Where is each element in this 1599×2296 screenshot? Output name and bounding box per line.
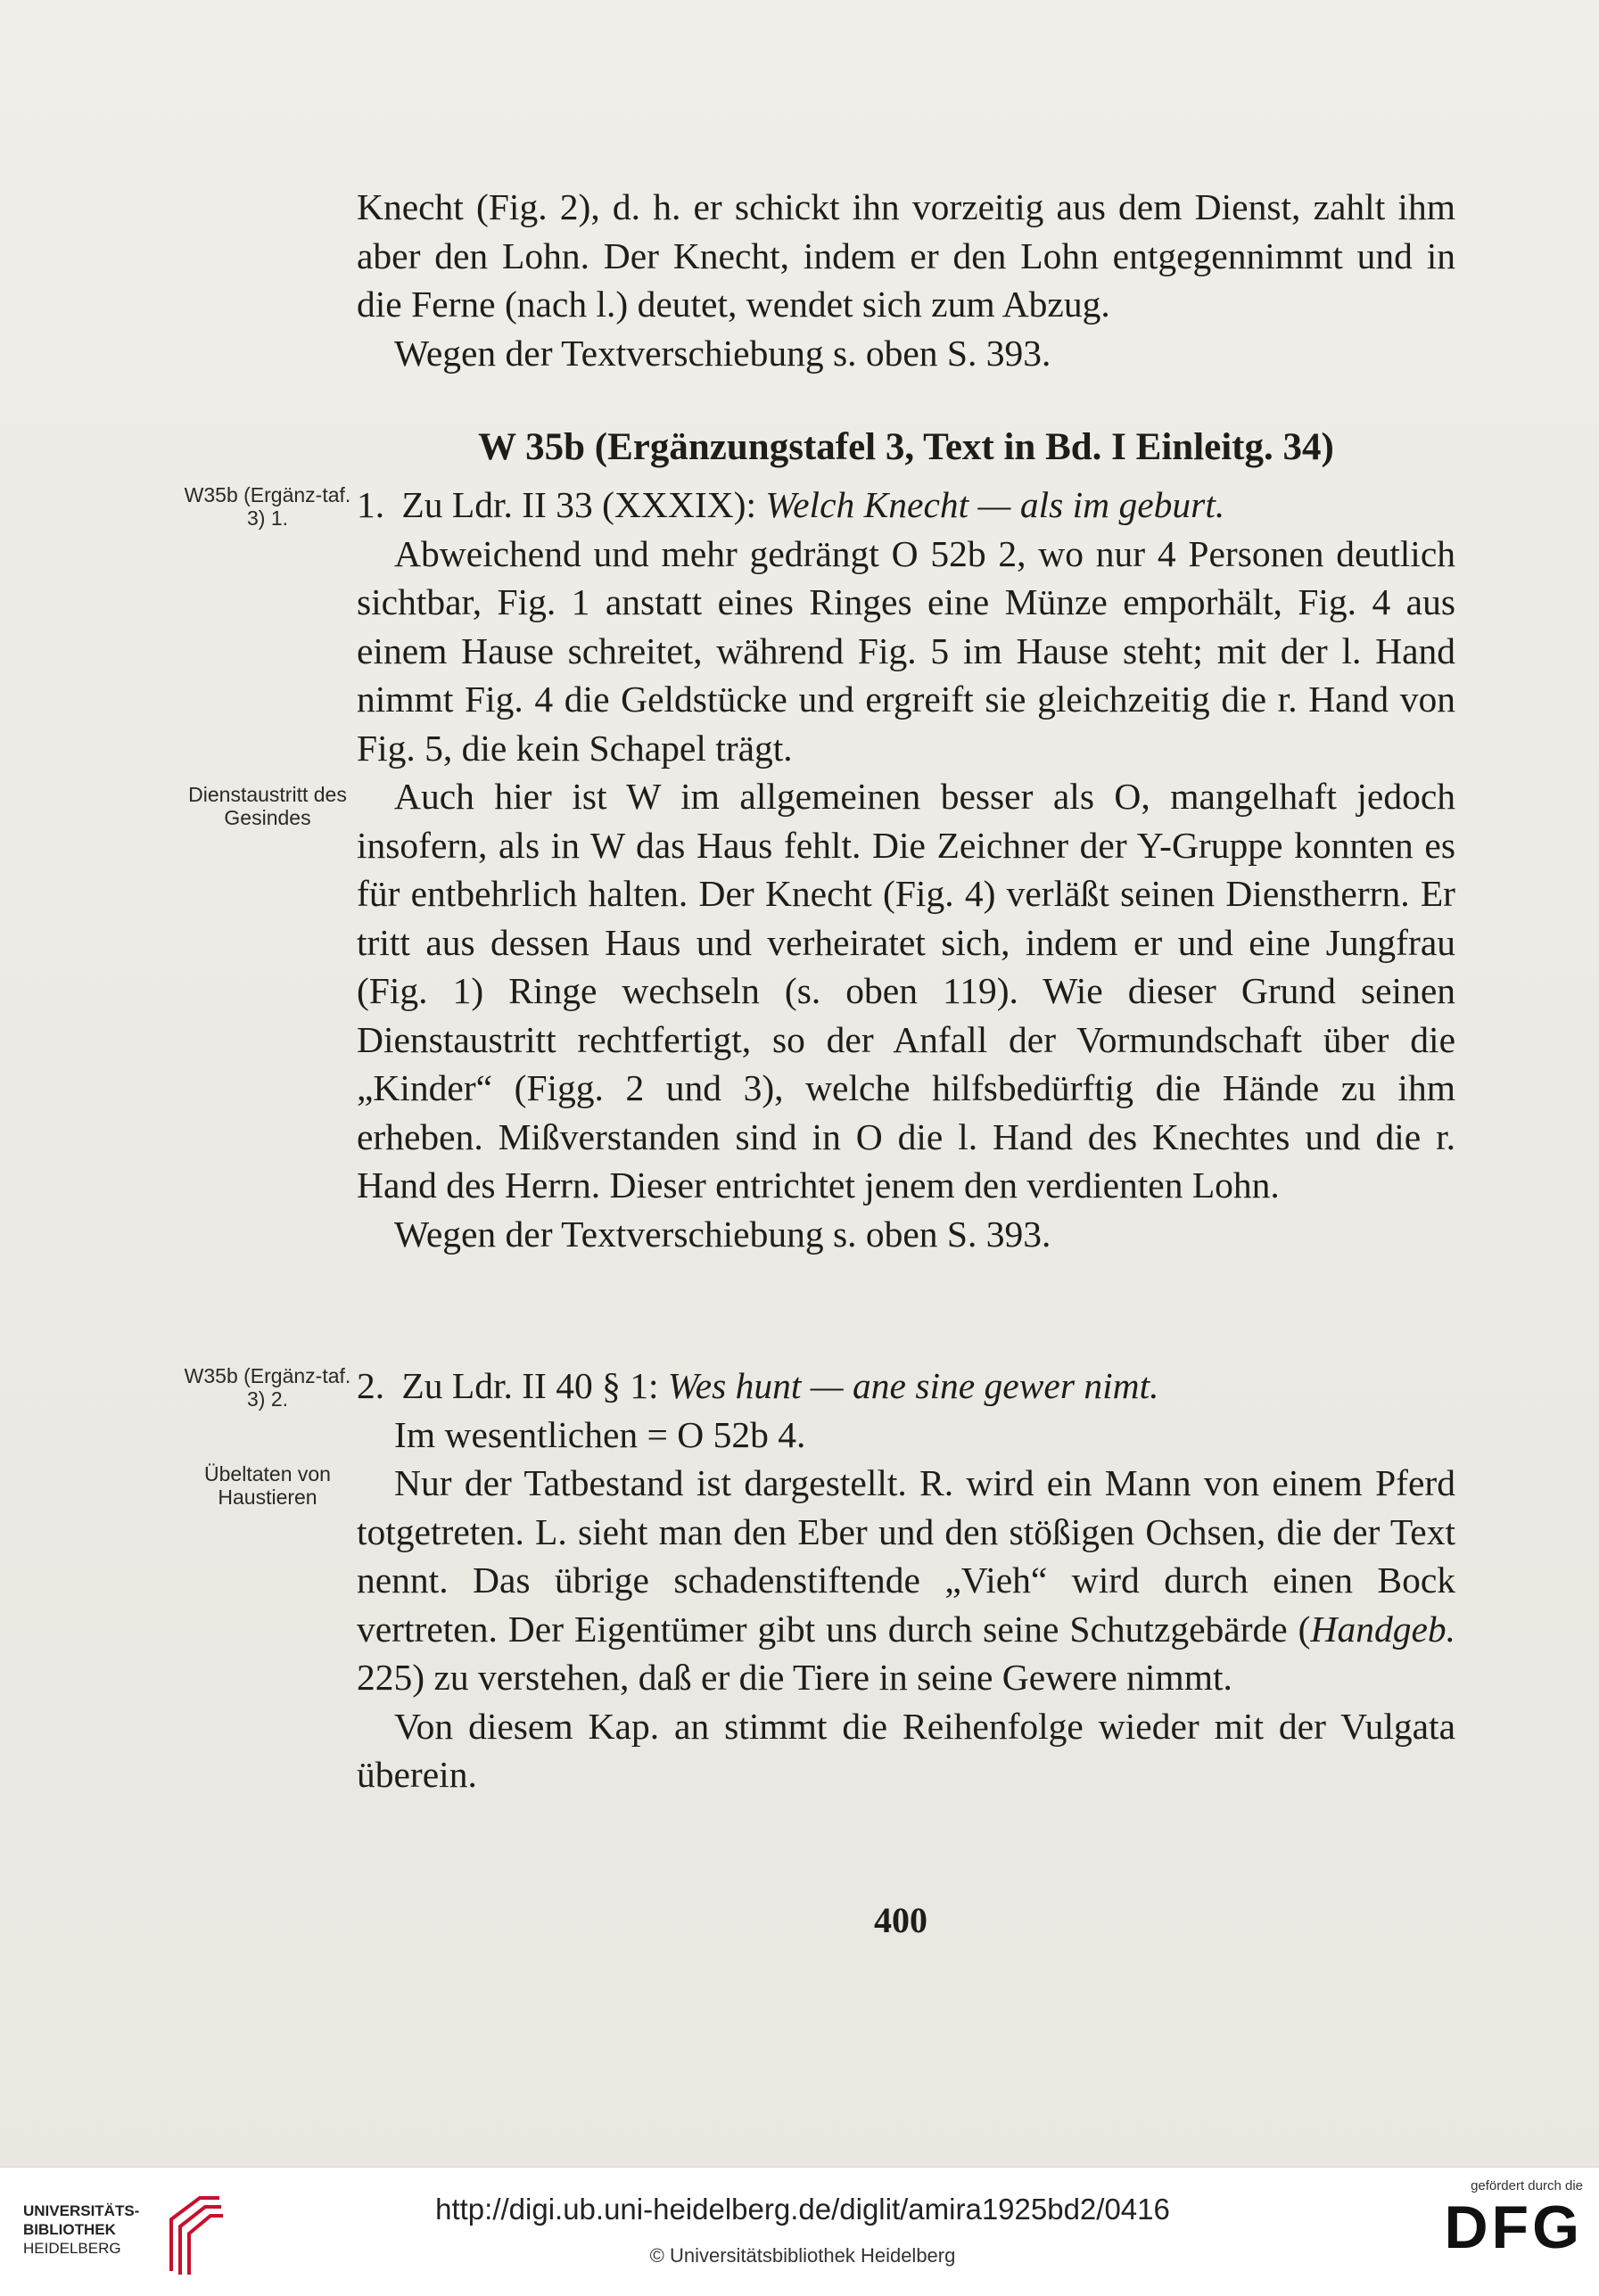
section2-paragraph3: Von diesem Kap. an stimmt die Reihenfolge wieder mit der Vulgata überein. [357,1705,1455,1795]
margin-note-section1: W35b (Ergänz-taf. 3) 1. [184,483,351,530]
margin-note-section2: W35b (Ergänz-taf. 3) 2. [184,1364,351,1411]
section1-text [357,481,1455,1258]
section-heading: W 35b (Ergänzungstafel 3, Text in Bd. I Einleitg. 34) [478,426,1334,468]
section1-title-plain: Zu Ldr. II 33 (XXXIX): [401,484,756,525]
section1-paragraph3: Wegen der Textverschiebung s. oben S. 393. [394,1213,1051,1255]
section2-paragraph2-end: 225) zu verstehen, daß er die Tiere in seine Gewere nimmt. [357,1657,1232,1698]
footer-bar [0,2167,1599,2296]
section1-title [357,481,1455,530]
library-name-line3: HEIDELBERG [23,2240,121,2257]
library-name [23,2201,139,2258]
margin-note-uebeltaten: Übeltaten von Haustieren [204,1462,331,1509]
section2-number: 2. [357,1365,385,1406]
section2-paragraph2-italic: Handgeb. [1310,1608,1455,1650]
dfg-funded-by: gefördert durch die [1471,2178,1583,2193]
margin-note-dienstaustritt: Dienstaustritt des Gesindes [188,783,347,829]
document-url[interactable]: http://digi.ub.uni-heidelberg.de/diglit/amira1925bd2/0416 [435,2193,1170,2226]
section2-title-italic: Wes hunt — ane sine gewer nimt. [667,1365,1159,1406]
section1-paragraph2: Auch hier ist W im allgemeinen besser als O, mangelhaft jedoch insofern, als in W das Haus fehlt. Die Zeichner der Y-Gruppe konnten es für entbehrlich halten. Der Knecht (Fig. 4) verläßt seinen Dienstherrn. Er tritt aus dessen Haus und verheiratet sich, indem er und eine Jungfrau (Fig. 1) Ringe wechseln (s. oben 119). Wie dieser Grund seinen Dienstaustritt rechtfertigt, so der Anfall der Vormundschaft über die „Kinder“ (Figg. 2 und 3), welche hilfsbedürftig die Hände zu ihm erheben. Mißverstanden sind in O die l. Hand des Knechtes und die r. Hand des Herrn. Dieser entrichtet jenem den verdienten Lohn. [357,776,1455,1206]
section2-paragraph2 [357,1459,1455,1702]
section2-text [357,1362,1455,1799]
intro-paragraph: Knecht (Fig. 2), d. h. er schickt ihn vorzeitig aus dem Dienst, zahlt ihm aber den Lohn. Der Knecht, indem er den Lohn entgegennimmt und in die Ferne (nach l.) deutet, wendet sich zum Abzug. [357,186,1455,325]
dfg-logo[interactable] [1414,2178,1583,2261]
section1-number: 1. [357,484,385,525]
section1-title-italic: Welch Knecht — als im geburt. [765,484,1225,525]
library-name-line2: BIBLIOTHEK [23,2221,116,2238]
section2-title-plain: Zu Ldr. II 40 § 1: [401,1365,659,1406]
library-emblem-icon [164,2193,227,2278]
section2-paragraph1: Im wesentlichen = O 52b 4. [394,1413,806,1455]
intro-reference: Wegen der Textverschiebung s. oben S. 393. [394,332,1051,374]
page-number: 400 [874,1900,927,1940]
library-name-line1: UNIVERSITÄTS- [23,2202,140,2219]
section2-title [357,1362,1455,1411]
intro-text [357,183,1455,377]
dfg-wordmark: DFG [1444,2193,1583,2261]
library-logo[interactable] [23,2193,228,2278]
section2-paragraph2-start: Nur der Tatbestand ist dargestellt. R. wird ein Mann von einem Pferd totgetreten. L. sieht man den Eber und den stößigen Ochsen, die der Text nennt. Das übrige schadenstiftende „Vieh“ wird durch einen Bock vertreten. Der Eigentümer gibt uns durch seine Schutzgebärde ( [357,1462,1455,1650]
section1-paragraph1: Abweichend und mehr gedrängt O 52b 2, wo nur 4 Personen deutlich sichtbar, Fig. 1 anstatt eines Ringes eine Münze emporhält, Fig. 4 aus einem Hause schreitet, während Fig. 5 im Hause steht; mit der l. Hand nimmt Fig. 4 die Geldstücke und ergreift sie gleichzeitig die r. Hand von Fig. 5, die kein Schapel trägt. [357,532,1455,769]
copyright-notice: © Universitätsbibliothek Heidelberg [649,2244,956,2267]
